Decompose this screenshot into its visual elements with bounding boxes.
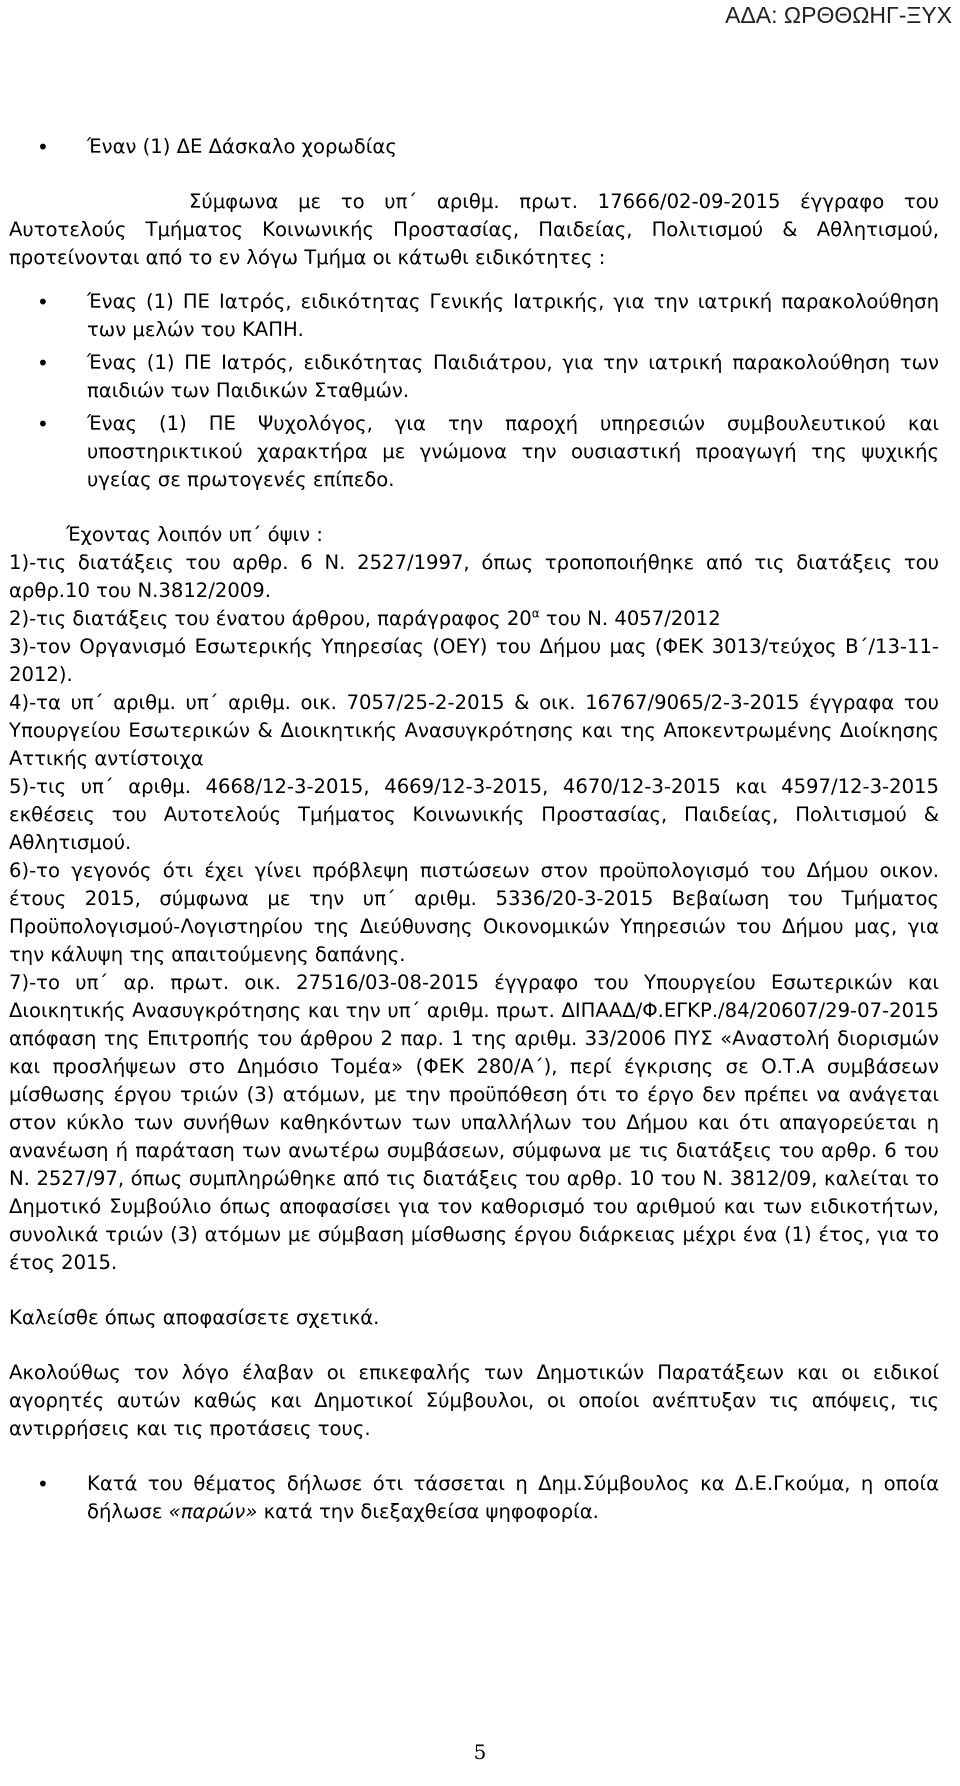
consideration-3: 3)-τον Οργανισμό Εσωτερικής Υπηρεσίας (ΟΕΥ) του Δήμου μας (ΦΕΚ 3013/τεύχος Β΄/13-11-2012). xyxy=(9,635,939,686)
consideration-4: 4)-τα υπ΄ αριθμ. υπ΄ αριθμ. οικ. 7057/25-2-2015 & οικ. 16767/9065/2-3-2015 έγγραφα του Υπουργείου Εσωτερικών & Διοικητικής Ανασυγκρότησης και της Αποκεντρωμένης Διοίκησης Αττικής αντίστοιχα xyxy=(9,691,939,770)
list-item: • Ένας (1) ΠΕ Ιατρός, ειδικότητας Παιδιάτρου, για την ιατρική παρακολούθηση των παιδιών των Παιδικών Σταθμών. xyxy=(9,349,939,405)
considering-heading: Έχοντας λοιπόν υπ΄ όψιν : xyxy=(66,523,323,546)
consideration-7: 7)-το υπ΄ αρ. πρωτ. οικ. 27516/03-08-2015 έγγραφο του Υπουργείου Εσωτερικών και Διοικητικής Ανασυγκρότησης και την υπ΄ αριθμ. πρωτ. ΔΙΠΑΑΔ/Φ.ΕΓΚΡ./84/20607/29-07-2015 απόφαση της Επιτροπής του άρθρου 2 παρ. 1 της αριθμ. 33/2006 ΠΥΣ «Αναστολή διορισμών και προσλήψεων στο Δημόσιο Τομέα» (ΦΕΚ 280/Α΄), περί έγκρισης σε Ο.Τ.Α συμβάσεων μίσθωσης έργου τριών (3) ατόμων, με την προϋπόθεση ότι το έργο δεν πρέπει να ανάγεται στον κύκλο των συνήθων καθηκόντων των υπαλλήλων του Δήμου και ότι απαγορεύεται η ανανέωση ή παράταση των ανωτέρω συμβάσεων, σύμφωνα με τις διατάξεις του αρθρ. 6 του Ν. 2527/97, όπως συμπληρώθηκε από τις διατάξεις του αρθρ. 10 του Ν. 3812/09, καλείται το Δημοτικό Συμβούλιο όπως αποφασίσει για τον καθορισμό του αριθμού και των ειδικοτήτων, συνολικά τριών (3) ατόμων με σύμβαση μίσθωσης έργου διάρκειας μέχρι ένα (1) έτος, για το έτος 2015. xyxy=(9,971,939,1274)
consideration-2 xyxy=(9,605,939,633)
consideration-6: 6)-το γεγονός ότι έχει γίνει πρόβλεψη πιστώσεων στον προϋπολογισμό του Δήμου οικον. έτους 2015, σύμφωνα με την υπ΄ αριθμ. 5336/20-3-2015 Βεβαίωση του Τμήματος Προϋπολογισμού-Λογιστηρίου της Διεύθυνσης Οικονομικών Υπηρεσιών του Δήμου μας, για την κάλυψη της απαιτούμενης δαπάνης. xyxy=(9,859,939,966)
list-item xyxy=(9,1470,939,1526)
top-bullet-list xyxy=(9,133,939,161)
consideration-5: 5)-τις υπ΄ αριθμ. 4668/12-3-2015, 4669/12-3-2015, 4670/12-3-2015 και 4597/12-3-2015 εκθέσεις του Αυτοτελούς Τμήματος Κοινωνικής Προστασίας, Παιδείας, Πολιτισμού & Αθλητισμού. xyxy=(9,775,939,854)
intro-paragraph: Σύμφωνα με το υπ΄ αριθμ. πρωτ. 17666/02-09-2015 έγγραφο του Αυτοτελούς Τμήματος Κοινωνικής Προστασίας, Παιδείας, Πολιτισμού & Αθλητισμού, προτείνονται από το εν λόγω Τμήμα οι κάτωθι ειδικότητες : xyxy=(9,190,939,269)
list-item: • Έναν (1) ΔΕ Δάσκαλο χορωδίας xyxy=(9,133,939,161)
list-item: • Ένας (1) ΠΕ Ιατρός, ειδικότητας Γενικής Ιατρικής, για την ιατρική παρακολούθηση των μελών του ΚΑΠΗ. xyxy=(9,288,939,344)
consideration-1: 1)-τις διατάξεις του αρθρ. 6 Ν. 2527/1997, όπως τροποποιήθηκε από τις διατάξεις του αρθρ.10 του Ν.3812/2009. xyxy=(9,551,939,602)
vote-tail: κατά την διεξαχθείσα ψηφοφορία. xyxy=(257,1500,599,1523)
discussion-paragraph: Ακολούθως τον λόγο έλαβαν οι επικεφαλής των Δημοτικών Παρατάξεων και οι ειδικοί αγορητές αυτών καθώς και Δημοτικοί Σύμβουλοι, οι οποίοι ανέπτυξαν τις απόψεις, τις αντιρρήσεις και τις προτάσεις τους. xyxy=(9,1361,939,1440)
page-number: 5 xyxy=(473,1740,487,1764)
call-to-decide: Καλείσθε όπως αποφασίσετε σχετικά. xyxy=(9,1306,380,1329)
ada-code: ΑΔΑ: ΩΡΘΘΩΗΓ-ΞΥΧ xyxy=(725,2,952,28)
specialties-list xyxy=(9,288,939,494)
vote-emphasis: «παρών» xyxy=(168,1500,258,1523)
consideration-2-tail: του Ν. 4057/2012 xyxy=(539,607,721,630)
list-item: • Ένας (1) ΠΕ Ψυχολόγος, για την παροχή υπηρεσιών συμβουλευτικού και υποστηρικτικού χαρακτήρα με γνώμονα την ουσιαστική προαγωγή της ψυχικής υγείας σε πρωτογενές επίπεδο. xyxy=(9,410,939,494)
vote-text: Κατά του θέματος δήλωσε ότι τάσσεται η Δημ.Σύμβουλος κα Δ.Ε.Γκούμα, η οποία δήλωσε xyxy=(87,1472,939,1523)
vote-list xyxy=(9,1470,939,1526)
superscript: α xyxy=(531,606,540,621)
consideration-2-text: 2)-τις διατάξεις του ένατου άρθρου, παράγραφος 20 xyxy=(9,607,532,630)
document-body xyxy=(9,133,939,1526)
